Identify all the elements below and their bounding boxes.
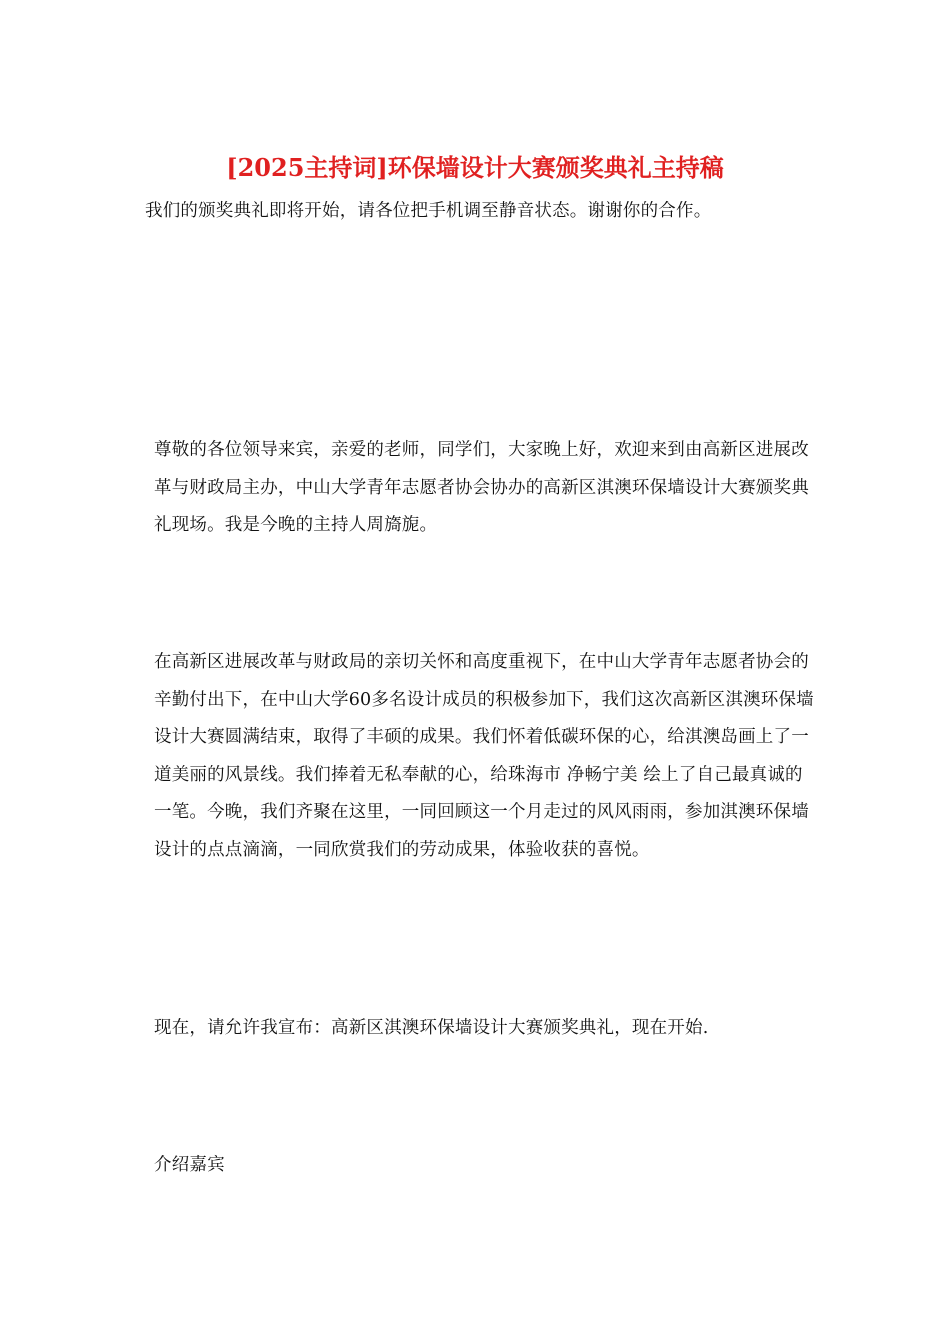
paragraph-introduce-guests: 介绍嘉宾	[154, 1155, 225, 1175]
paragraph-review: 在高新区进展改革与财政局的亲切关怀和高度重视下，在中山大学青年志愿者协会的辛勤付出下，在中山大学60多名设计成员的积极参加下，我们这次高新区淇澳环保墙设计大赛圆满结束，取得了丰硕的成果。我们怀着低碳环保的心，给淇澳岛画上了一道美丽的风景线。我们捧着无私奉献的心，给珠海市 净畅宁美 绘上了自己最真诚的一笔。今晚，我们齐聚在这里，一同回顾这一个月走过的风风雨雨，参加淇澳环保墙设计的点点滴滴，一同欣赏我们的劳动成果，体验收获的喜悦。	[154, 652, 814, 860]
paragraph-announcement: 现在，请允许我宣布：高新区淇澳环保墙设计大赛颁奖典礼，现在开始.	[154, 1018, 709, 1038]
document-title: [2025主持词]环保墙设计大赛颁奖典礼主持稿	[226, 153, 724, 182]
paragraph-welcome: 尊敬的各位领导来宾，亲爱的老师，同学们，大家晚上好，欢迎来到由高新区进展改革与财政局主办，中山大学青年志愿者协会协办的高新区淇澳环保墙设计大赛颁奖典礼现场。我是今晚的主持人周旖旎。	[154, 440, 809, 535]
paragraph-silence-notice: 我们的颁奖典礼即将开始，请各位把手机调至静音状态。谢谢你的合作。	[145, 201, 712, 221]
